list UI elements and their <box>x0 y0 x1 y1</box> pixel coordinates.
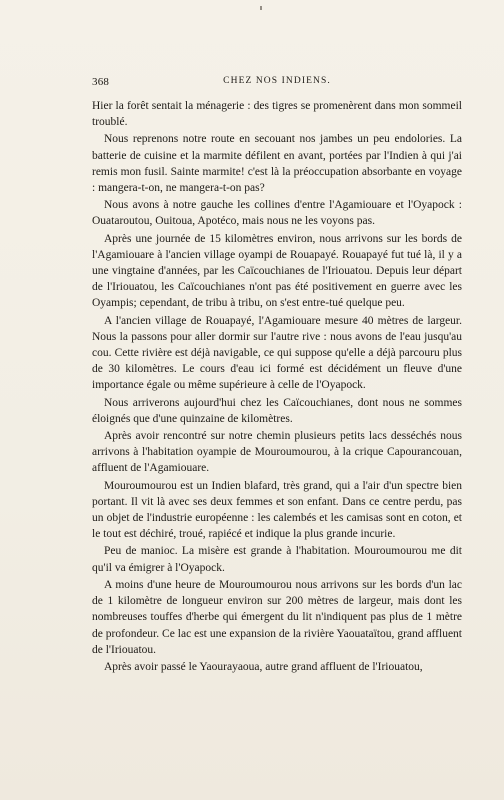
paragraph: Nous arriverons aujourd'hui chez les Caïcouchianes, dont nous ne sommes éloignés que d'une quinzaine de kilomètres. <box>92 396 462 425</box>
running-head: CHEZ NOS INDIENS. <box>223 76 331 86</box>
paragraph: A l'ancien village de Rouapayé, l'Agamiouare mesure 40 mètres de largeur. Nous la passons pour aller dormir sur l'autre rive : nous avons de l'eau jusqu'au cou. Cette rivière est déjà navigable, ce qui suppose qu'elle a déjà parcouru plus de 30 kilomètres. Le cours d'eau ici formé est décidément un fleuve d'une importance égale ou même supérieure à celle de l'Oyapock. <box>92 314 462 392</box>
paragraph: Après une journée de 15 kilomètres environ, nous arrivons sur les bords de l'Agamiouare à l'ancien village oyampi de Rouapayé. Rouapayé fut tué là, il y a une vingtaine d'années, par les Caïcouchianes de l'Iriouatou. Depuis leur départ de l'Iriouatou, les Caïcouchianes n'ont pas été positivement en guerre avec les Oyampis; cependant, de tribu à tribu, on s'est entre-tué quelque peu. <box>92 232 462 310</box>
body-text <box>92 98 462 676</box>
page-header <box>92 76 462 92</box>
top-mark <box>260 6 262 10</box>
paragraph: Nous avons à notre gauche les collines d'entre l'Agamiouare et l'Oyapock : Ouataroutou, Ouitoua, Apotéco, mais nous ne les voyons pas. <box>92 199 462 228</box>
paragraph: Après avoir rencontré sur notre chemin plusieurs petits lacs desséchés nous arrivons à l'habitation oyampie de Mouroumourou, à la crique Capourancouan, affluent de l'Agamiouare. <box>92 430 462 475</box>
paragraph: Après avoir passé le Yaourayaoua, autre grand affluent de l'Iriouatou, <box>104 660 423 673</box>
paragraph: Mouroumourou est un Indien blafard, très grand, qui a l'air d'un spectre bien portant. Il vit là avec ses deux femmes et son enfant. Dans ce centre perdu, pas un objet de l'industrie européenne : les calembés et les camisas sont en coton, et le tout est déchiré, troué, rapiécé et indique la plus grande incurie. <box>92 479 462 541</box>
paragraph: Nous reprenons notre route en secouant nos jambes un peu endolories. La batterie de cuisine et la marmite défilent en avant, portées par l'Indien à qui j'ai remis mon fusil. Sainte marmite! c'est là la préoccupation absorbante en voyage : mangera-t-on, ne mangera-t-on pas? <box>92 133 462 195</box>
paragraph: A moins d'une heure de Mouroumourou nous arrivons sur les bords d'un lac de 1 kilomètre de longueur environ sur 200 mètres de largeur, mais dont les nombreuses touffes d'herbe qui émergent du lit n'indiquent pas plus de 1 mètre de profondeur. Ce lac est une expansion de la rivière Yaouataïtou, grand affluent de l'Iriouatou. <box>92 578 462 656</box>
paragraph: Hier la forêt sentait la ménagerie : des tigres se promenèrent dans mon sommeil troublé. <box>92 100 462 129</box>
page-number: 368 <box>92 76 110 88</box>
paragraph: Peu de manioc. La misère est grande à l'habitation. Mouroumourou me dit qu'il va émigrer à l'Oyapock. <box>92 545 462 574</box>
